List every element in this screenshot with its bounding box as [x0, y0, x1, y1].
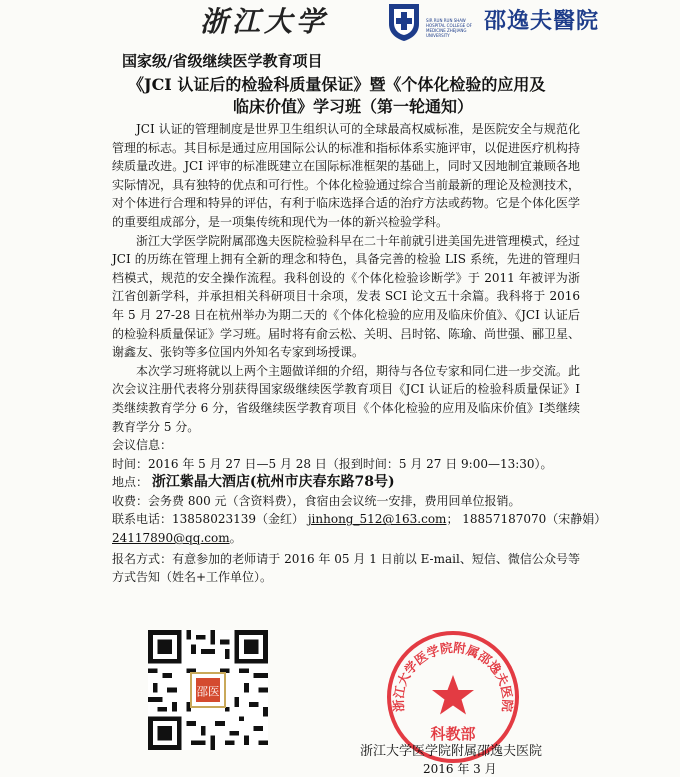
meeting-info-heading: 会议信息：: [112, 438, 173, 453]
hospital-name-english: SIR RUN RUN SHAW HOSPITAL COLLEGE OF MEDICINE ZHEJIANG UNIVERSITY: [426, 18, 472, 38]
venue-value: 浙江紫晶大酒店(杭州市庆春东路78号): [151, 474, 395, 491]
contact-line: [112, 510, 607, 529]
signup-method: 报名方式：有意参加的老师请于 2016 年 05 月 1 日前以 E-mail、短信、微信公众号等方式告知（姓名+工作单位）。: [112, 551, 580, 585]
university-logo: 浙江大学: [200, 5, 329, 38]
letterhead: [0, 0, 680, 46]
contact-email-2-suffix: 。: [229, 531, 242, 546]
paragraph-department-intro: 浙江大学医学院附属邵逸夫医院检验科早在二十年前就引进美国先进管理模式，经过 JCI 的历练在管理上拥有全新的理念和特色，具备完善的检验 LIS 系统，先进的管理归档模式，规范的安全操作流程。我科创设的《个体化检验诊断学》于 2011 年被评为浙江省创新学科，并承担相关科研项目十余项，发表 SCI 论文五十余篇。我科将于 2016 年 5 月 27-28 日在杭州举办为期二天的《个体化检验的应用及临床价值》、《JCI 认证后的检验科质量保证》学习班。届时将有俞云松、关明、吕时铭、陈瑜、尚世强、郦卫星、谢鑫友、张钧等多位国内外知名专家到场授课。: [112, 233, 581, 360]
hospital-emblem-icon: [386, 2, 422, 42]
contact-phone-1: 13858023139（金红）: [172, 512, 304, 527]
contact-email-2[interactable]: 24117890@qq.com: [112, 531, 230, 546]
paragraph-credits: 本次学习班将就以上两个主题做详细的介绍，期待与各位专家和同仁进一步交流。此次会议注册代表将分别获得国家级继续医学教育项目《JCI 认证后的检验科质量保证》Ⅰ类继续教育学分 6 分，省级继续医学教育项目《个体化检验的应用及临床价值》Ⅰ类继续教育学分 5 分。: [112, 363, 581, 434]
venue-label: 地点：: [112, 475, 149, 490]
qr-code-icon: [148, 630, 268, 750]
course-title-line1: 《JCI 认证后的检验科质量保证》暨《个体化检验的应用及: [128, 75, 546, 94]
seal-center-text: 科教部: [430, 725, 476, 743]
contact-line-2: [112, 529, 580, 548]
project-level-title: 国家级/省级继续医学教育项目: [122, 52, 323, 70]
seal-ring-text: 浙江大学医学院附属邵逸夫医院: [390, 639, 516, 713]
contact-email-1[interactable]: jinhong_512@163.com: [307, 512, 447, 527]
notice-body: [112, 120, 607, 587]
contact-separator: ；: [446, 512, 459, 527]
contact-phone-2: 18857187070（宋静娟）: [462, 512, 607, 527]
issue-date: 2016 年 3 月: [423, 762, 497, 776]
course-title-line2: 临床价值》学习班（第一轮通知）: [233, 97, 474, 116]
contact-label: 联系电话：: [112, 512, 173, 527]
issuing-organization: 浙江大学医学院附属邵逸夫医院: [360, 744, 543, 759]
hospital-name-chinese: 邵逸夫醫院: [484, 8, 600, 34]
meeting-time: 时间：2016 年 5 月 27 日—5 月 28 日（报到时间：5 月 27 日 9:00—13:30）。: [112, 456, 553, 471]
meeting-venue: [112, 473, 580, 492]
qr-badge-text: 邵医: [196, 684, 220, 699]
paragraph-jci-intro: JCI 认证的管理制度是世界卫生组织认可的全球最高权威标准，是医院安全与规范化管理的标志。其目标是通过应用国际公认的标准和指标体系实施评审，以促进医疗机构持续质量改进。JCI 评审的标准既建立在国际标准框架的基础上，同时又因地制宜兼顾各地实际情况，具有独特的优点和可行性。个体化检验通过综合当前最新的理论及检测技术，对个体进行合理和特异的评估，有利于临床选择合适的治疗方法或药物。它是个体化医学的重要组成部分，是一项集传统和现代为一体的新兴检验学科。: [112, 122, 581, 229]
meeting-fee: 收费：会务费 800 元（含资料费），食宿由会议统一安排，费用回单位报销。: [112, 493, 521, 508]
